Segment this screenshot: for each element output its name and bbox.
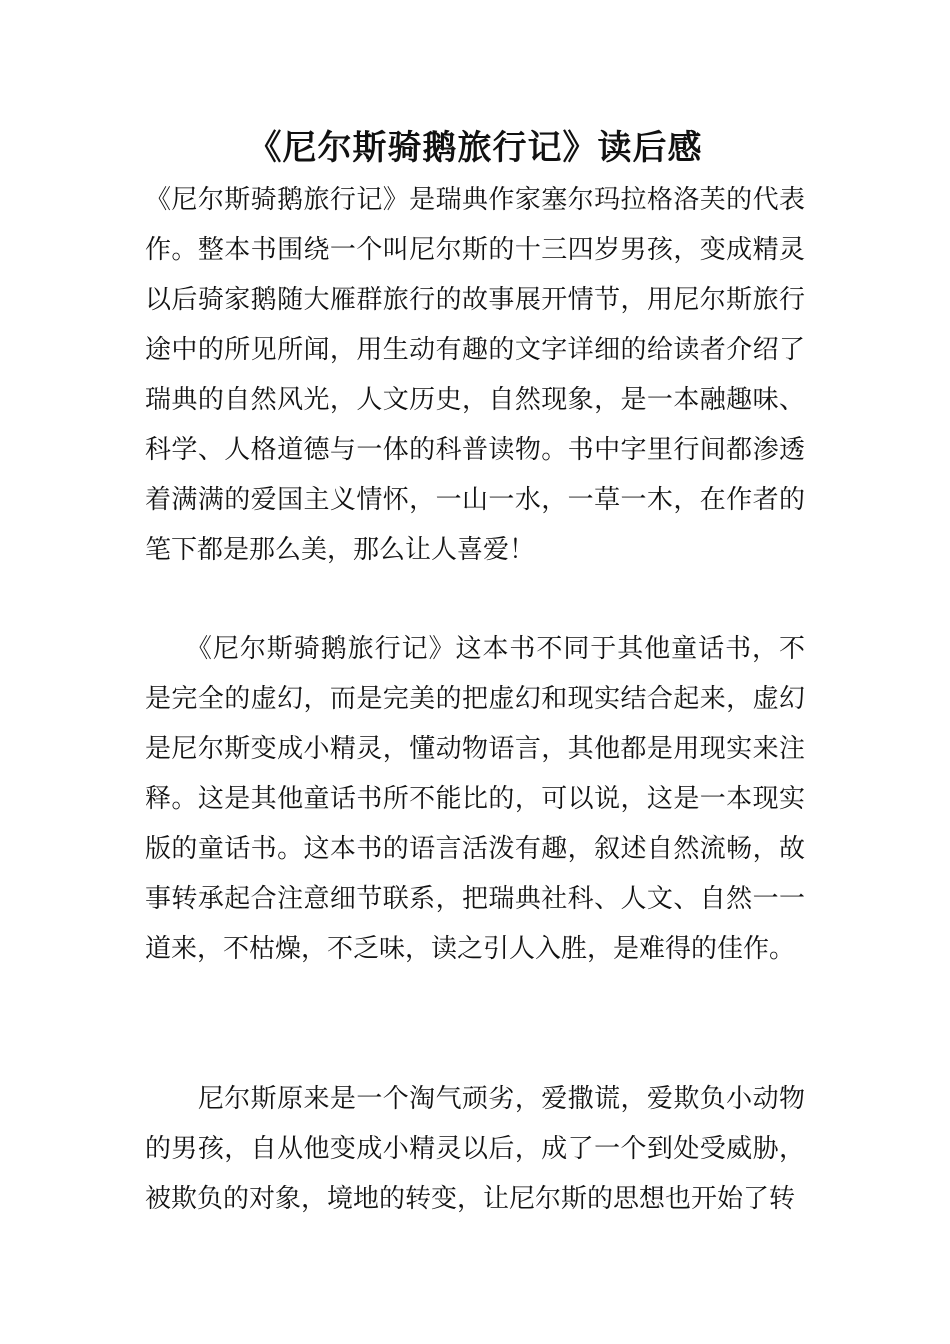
document-title: 《尼尔斯骑鹅旅行记》读后感 <box>247 128 703 168</box>
paragraph-intro: 《尼尔斯骑鹅旅行记》是瑞典作家塞尔玛拉格洛芙的代表作。整本书围绕一个叫尼尔斯的十三四岁男孩，变成精灵以后骑家鹅随大雁群旅行的故事展开情节，用尼尔斯旅行途中的所见所闻，用生动有趣的文字详细的给读者介绍了瑞典的自然风光，人文历史，自然现象，是一本融趣味、科学、人格道德与一体的科普读物。书中字里行间都渗透着满满的爱国主义情怀，一山一水，一草一木，在作者的笔下都是那么美，那么让人喜爱！ <box>145 185 805 565</box>
paragraph-review: 《尼尔斯骑鹅旅行记》这本书不同于其他童话书，不是完全的虚幻，而是完美的把虚幻和现实结合起来，虚幻是尼尔斯变成小精灵，懂动物语言，其他都是用现实来注释。这是其他童话书所不能比的，可以说，这是一本现实版的童话书。这本书的语言活泼有趣，叙述自然流畅，故事转承起合注意细节联系，把瑞典社科、人文、自然一一道来，不枯燥，不乏味，读之引人入胜，是难得的佳作。 <box>145 634 805 964</box>
paragraph-character: 尼尔斯原来是一个淘气顽劣，爱撒谎，爱欺负小动物的男孩，自从他变成小精灵以后，成了一个到处受威胁，被欺负的对象，境地的转变，让尼尔斯的思想也开始了转 <box>145 1084 805 1214</box>
